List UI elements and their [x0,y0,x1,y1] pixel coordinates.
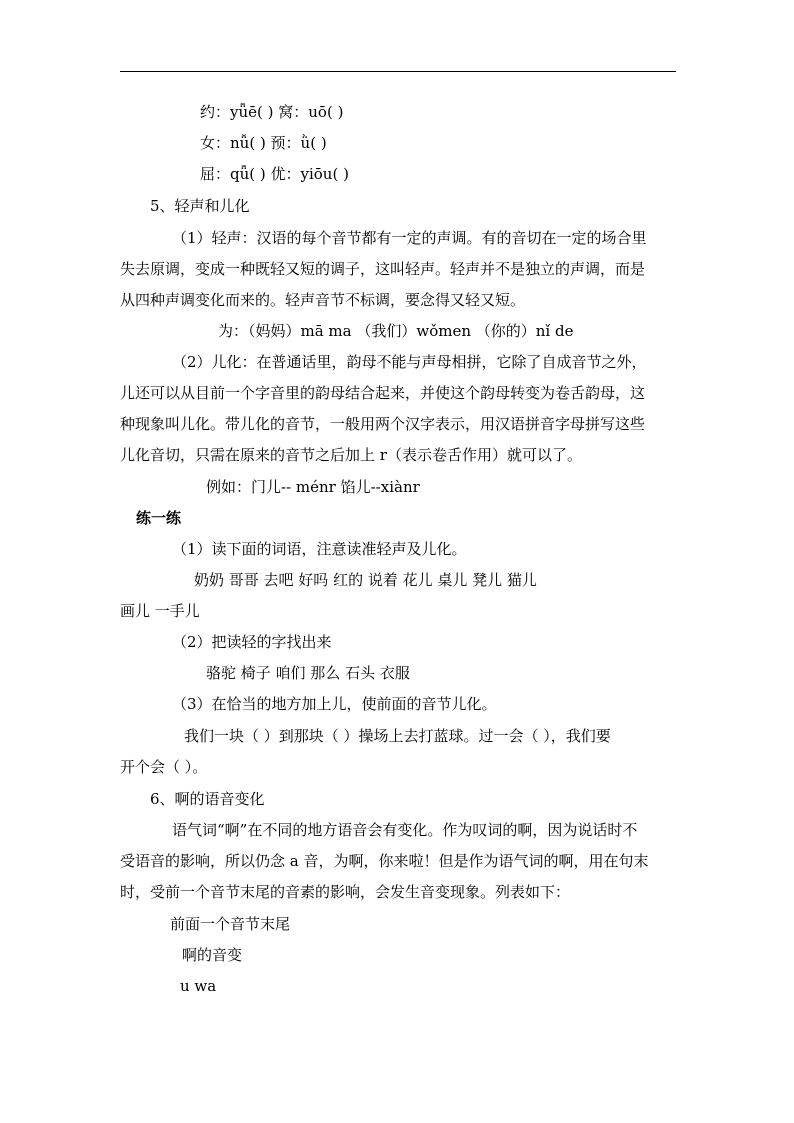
practice-q1: （1）读下面的词语，注意读准轻声及儿化。 [172,540,467,558]
light-tone-example: 为：（妈妈）mā ma （我们）wǒmen （你的）nǐ de [218,322,574,340]
section5-heading: 5、轻声和儿化 [150,197,250,215]
practice-q2-words: 骆驼 椅子 咱们 那么 石头 衣服 [206,664,410,682]
table-col2-header: 啊的音变 [182,946,243,964]
practice-q3-line-2: 开个会（ ）。 [120,758,208,776]
practice-q2: （2）把读轻的字找出来 [172,633,332,651]
practice-q3-line-1: 我们一块（ ）到那块（ ）操场上去打蓝球。过一会（ ），我们要 [184,727,611,745]
pinyin-practice-line-1: 约：yǖē( ) 窝：uō( ) [200,103,344,121]
practice-heading: 练一练 [136,509,182,527]
pinyin-practice-line-2: 女：nǚ( ) 预：ǜ( ) [200,134,327,152]
practice-q1-words-2: 画儿 一手儿 [120,602,200,620]
erhua-line-4: 儿化音切，只需在原来的音节之后加上 r（表示卷舌作用）就可以了。 [120,446,582,464]
table-row-1: u wa [180,977,217,995]
section6-paragraph-line-2: 受语音的影响，所以仍念 a 音，为啊，你来啦！但是作为语气词的啊，用在句末 [120,852,649,870]
light-tone-line-1: （1）轻声：汉语的每个音节都有一定的声调。有的音切在一定的场合里 [172,229,647,247]
section6-paragraph-line-3: 时，受前一个音节末尾的音素的影响，会发生音变现象。列表如下： [120,883,571,901]
section6-heading: 6、啊的语音变化 [150,790,265,808]
header-rule [120,71,676,72]
section6-paragraph-line-1: 语气词“啊”在不同的地方语音会有变化。作为叹词的啊，因为说话时不 [172,821,638,839]
light-tone-line-2: 失去原调，变成一种既轻又短的调子，这叫轻声。轻声并不是独立的声调，而是 [120,260,646,278]
table-col1-header: 前面一个音节末尾 [170,915,291,933]
erhua-line-1: （2）儿化：在普通话里，韵母不能与声母相拼，它除了自成音节之外， [172,353,647,371]
practice-q1-words-1: 奶奶 哥哥 去吧 好吗 红的 说着 花儿 桌儿 凳儿 猫儿 [194,571,537,589]
pinyin-practice-line-3: 屈：qǖ( ) 优：yiōu( ) [200,165,349,183]
erhua-line-3: 种现象叫儿化。带儿化的音节，一般用两个汉字表示，用汉语拼音字母拼写这些 [120,415,646,433]
light-tone-line-3: 从四种声调变化而来的。轻声音节不标调，要念得又轻又短。 [120,291,526,309]
erhua-line-2: 儿还可以从目前一个字音里的韵母结合起来，并使这个韵母转变为卷舌韵母，这 [120,384,646,402]
erhua-example: 例如：门儿-- ménr 馅儿--xiànr [206,478,420,496]
practice-q3: （3）在恰当的地方加上儿，使前面的音节儿化。 [172,695,497,713]
